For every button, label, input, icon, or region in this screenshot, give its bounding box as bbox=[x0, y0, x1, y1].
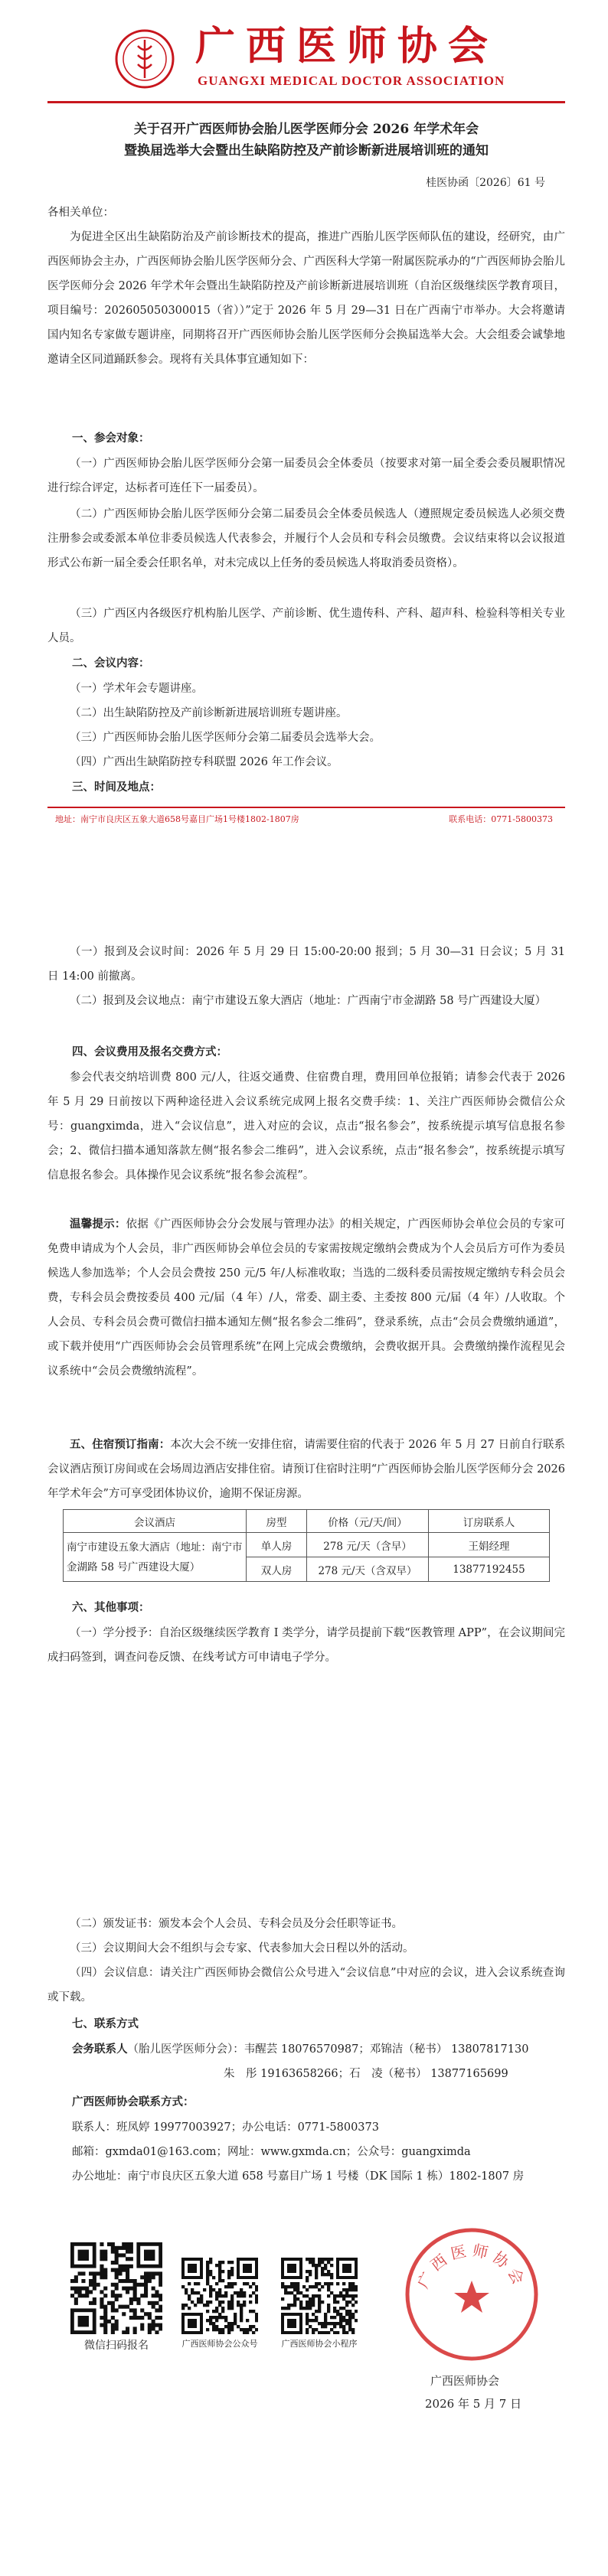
association-logo bbox=[115, 29, 175, 89]
official-seal bbox=[403, 2225, 541, 2363]
fee-paragraph: 参会代表交纳培训费 800 元/人，往返交通费、住宿费自理，费用回单位报销；请参会代表于 2026 年 5 月 29 日前按以下两种途径进入会议系统完成网上报名交费手续：1、关注广西医师协会微信公众号：guangximda，进入“会议信息”，进入对应的会议，点击“报名参会”，按系统提示填写信息报名参会；2、微信扫描本通知落款左侧“报名参会二维码”，进入会议系统，点击“报名参会”，按系统提示填写信息报名参会。具体操作见会议系统“报名参会流程”。 bbox=[47, 1071, 565, 1182]
qr-caption: 广西医师协会公众号 bbox=[181, 2339, 258, 2349]
attendee-item-3: （三）广西区内各级医疗机构胎儿医学、产前诊断、优生遗传科、产科、超声科、检验科等相关专业人员。 bbox=[47, 608, 565, 644]
footer-divider bbox=[47, 807, 565, 808]
tip-paragraph bbox=[47, 1212, 565, 1384]
salutation: 各相关单位： bbox=[47, 207, 114, 219]
header-divider bbox=[47, 101, 565, 103]
contact-line-1: 韦醒芸 18076570987；邓锦洁（秘书） 13807817130 bbox=[244, 2043, 529, 2056]
lodging-text: 本次大会不统一安排住宿，请需要住宿的代表于 2026 年 5 月 27 日前自行联系会议酒店预订房间或在会场周边酒店安排住宿。请预订住宿时注明“广西医师协会胎儿医学医师分会 2026 年学术年会”方可享受团体协议价，逾期不保证房源。 bbox=[47, 1439, 566, 1500]
content-item-3: （三）广西医师协会胎儿医学医师分会第二届委员会选举大会。 bbox=[70, 732, 381, 744]
table-header-row bbox=[64, 1510, 550, 1533]
org-name: 广西医师协会 bbox=[195, 24, 499, 70]
contact-label: 会务联系人 bbox=[72, 2043, 128, 2056]
contact-branch: （胎儿医学医师分会）： bbox=[127, 2043, 244, 2056]
section-7-heading: 七、联系方式 bbox=[72, 2017, 139, 2030]
tip-text: 依据《广西医师协会分会发展与管理办法》的相关规定，广西医师协会单位会员的专家可免费申请成为个人会员，非广西医师协会单位会员的专家需按规定缴纳会费成为个人会员后方可作为委员候选人参加选举；个人会员会费按 250 元/5 年/人标准收取；当选的二级科委员需按规定缴纳专科会员会费，专科会员会费按委员 400 元/届（4 年）/人，常委、副主委、主委按 800 元/届（4 年）/人收取。个人会员、专科会员会费可微信扫描本通知左侧“报名参会二维码”，登录系统，点击“会员会费缴纳通道”，或下载并使用“广西医师协会会员管理系统”在网上完成会费缴纳，会费收据开具。会费缴纳操作流程见会议系统中“会员会费缴纳流程”。 bbox=[47, 1218, 565, 1378]
content-item-1: （一）学术年会专题讲座。 bbox=[70, 683, 203, 695]
section-2-heading: 二、会议内容： bbox=[72, 657, 150, 670]
registration-time: （一）报到及会议时间：2026 年 5 月 29 日 15:00-20:00 报到；5 月 30—31 日会议；5 月 31 日 14:00 前撤离。 bbox=[47, 946, 565, 983]
association-address: 办公地址：南宁市良庆区五象大道 658 号嘉目广场 1 号楼（DK 国际 1 栋）1802-1807 房 bbox=[72, 2170, 525, 2183]
table-header: 订房联系人 bbox=[429, 1510, 550, 1533]
footer-phone: 联系电话：0771-5800373 bbox=[449, 814, 553, 824]
contact-cell: 13877192455 bbox=[429, 1557, 550, 1582]
other-item-4: （四）会议信息：请关注广西医师协会微信公众号进入“会议信息”中对应的会议，进入会议系统查询或下载。 bbox=[47, 1967, 565, 2004]
other-item-3: （三）会议期间大会不组织与会专家、代表参加大会日程以外的活动。 bbox=[70, 1942, 414, 1955]
room-type-cell: 双人房 bbox=[247, 1557, 307, 1582]
title-line-2: 暨换届选举大会暨出生缺陷防控及产前诊断新进展培训班的通知 bbox=[124, 143, 489, 158]
qr-caption: 微信扫码报名 bbox=[84, 2340, 149, 2352]
contact-block bbox=[72, 2037, 565, 2062]
tip-label: 温馨提示： bbox=[70, 1218, 126, 1231]
price-cell: 278 元/天（含双早） bbox=[307, 1557, 429, 1582]
seal-text: 广西医师协会 bbox=[414, 2241, 530, 2291]
price-cell: 278 元/天（含早） bbox=[307, 1533, 429, 1557]
qr-code-icon bbox=[70, 2242, 162, 2334]
signature-org: 广西医师协会 bbox=[430, 2374, 500, 2388]
table-header: 价格（元/天/间） bbox=[307, 1510, 429, 1533]
hotel-name-cell: 南宁市建设五象大酒店（地址：南宁市金湖路 58 号广西建设大厦） bbox=[64, 1533, 247, 1582]
content-item-2: （二）出生缺陷防控及产前诊断新进展培训班专题讲座。 bbox=[70, 707, 348, 719]
qr-code-icon bbox=[281, 2258, 358, 2334]
intro-paragraph: 为促进全区出生缺陷防治及产前诊断技术的提高，推进广西胎儿医学医师队伍的建设，经研究，由广西医师协会主办，广西医师协会胎儿医学医师分会、广西医科大学第一附属医院承办的“广西医师协会胎儿医学医师分会 2026 年学术年会暨出生缺陷防控及产前诊断新进展培训班（自治区级继续医学教育项目，项目编号：202605050300015（省））”定于 2026 年 5 月 29—31 日在广西南宁市举办。大会将邀请国内知名专家做专题讲座，同期将召开广西医师协会胎儿医学医师分会换届选举大会。大会组委会诚挚地邀请全区同道踊跃参会。现将有关具体事宜通知如下： bbox=[47, 231, 565, 366]
qr-caption: 广西医师协会小程序 bbox=[281, 2339, 358, 2349]
section-3-heading: 三、时间及地点： bbox=[72, 781, 161, 794]
attendee-item-1: （一）广西医师协会胎儿医学医师分会第一届委员会全体委员（按要求对第一届全委会委员履职情况进行综合评定，达标者可连任下一届委员）。 bbox=[47, 458, 565, 494]
section-1-heading: 一、参会对象： bbox=[72, 432, 150, 445]
notice-title bbox=[47, 119, 565, 161]
association-contact-heading: 广西医师协会联系方式： bbox=[72, 2095, 194, 2108]
table-header: 房型 bbox=[247, 1510, 307, 1533]
table-header: 会议酒店 bbox=[64, 1510, 247, 1533]
section-6-heading: 六、其他事项： bbox=[72, 1601, 150, 1614]
qr-registration[interactable] bbox=[70, 2242, 162, 2353]
hotel-table bbox=[63, 1509, 550, 1582]
table-row bbox=[64, 1533, 550, 1557]
other-item-2: （二）颁发证书：颁发本会个人会员、专科会员及分会任职等证书。 bbox=[70, 1918, 403, 1930]
footer-address: 地址：南宁市良庆区五象大道658号嘉目广场1号楼1802-1807房 bbox=[55, 814, 299, 824]
org-name-en: GUANGXI MEDICAL DOCTOR ASSOCIATION bbox=[198, 73, 505, 88]
title-line-1: 关于召开广西医师协会胎儿医学医师分会 2026 年学术年会 bbox=[133, 122, 479, 137]
contact-line-2: 朱 彤 19163658266；石 凌（秘书） 13877165699 bbox=[224, 2068, 508, 2080]
attendee-item-2: （二）广西医师协会胎儿医学医师分会第二届委员会全体委员候选人（遵照规定委员候选人必须交费注册参会或委派本单位非委员候选人代表参会，并履行个人会员和专科会员缴费。会议结束将以会议报道形式公布新一届全委会任职名单，对未完成以上任务的委员候选人将取消委员资格）。 bbox=[47, 508, 565, 569]
other-item-1: （一）学分授予：自治区级继续医学教育 I 类学分，请学员提前下载“医教管理 APP”，在会议期间完成扫码签到，调查问卷反馈、在线考试方可申请电子学分。 bbox=[47, 1627, 565, 1664]
lodging-paragraph bbox=[47, 1433, 565, 1506]
room-type-cell: 单人房 bbox=[247, 1533, 307, 1557]
association-mail: 邮箱：gxmda01@163.com；网址：www.gxmda.cn；公众号：guangximda bbox=[72, 2146, 471, 2158]
qr-mini-program[interactable] bbox=[277, 2258, 361, 2349]
letterhead bbox=[115, 23, 513, 93]
section-4-heading: 四、会议费用及报名交费方式： bbox=[72, 1045, 227, 1058]
signature-date: 2026 年 5 月 7 日 bbox=[425, 2397, 522, 2411]
contact-cell: 王娟经理 bbox=[429, 1533, 550, 1557]
section-5-heading: 五、住宿预订指南： bbox=[70, 1438, 171, 1451]
qr-code-icon bbox=[181, 2258, 258, 2334]
registration-place: （二）报到及会议地点：南宁市建设五象大酒店（地址：广西南宁市金湖路 58 号广西建设大厦） bbox=[70, 995, 547, 1007]
document-number: 桂医协函〔2026〕61 号 bbox=[426, 177, 545, 189]
qr-official-account[interactable] bbox=[178, 2258, 262, 2349]
association-contact: 联系人：班凤婷 19977003927；办公电话：0771-5800373 bbox=[72, 2121, 379, 2134]
content-item-4: （四）广西出生缺陷防控专科联盟 2026 年工作会议。 bbox=[70, 756, 338, 768]
